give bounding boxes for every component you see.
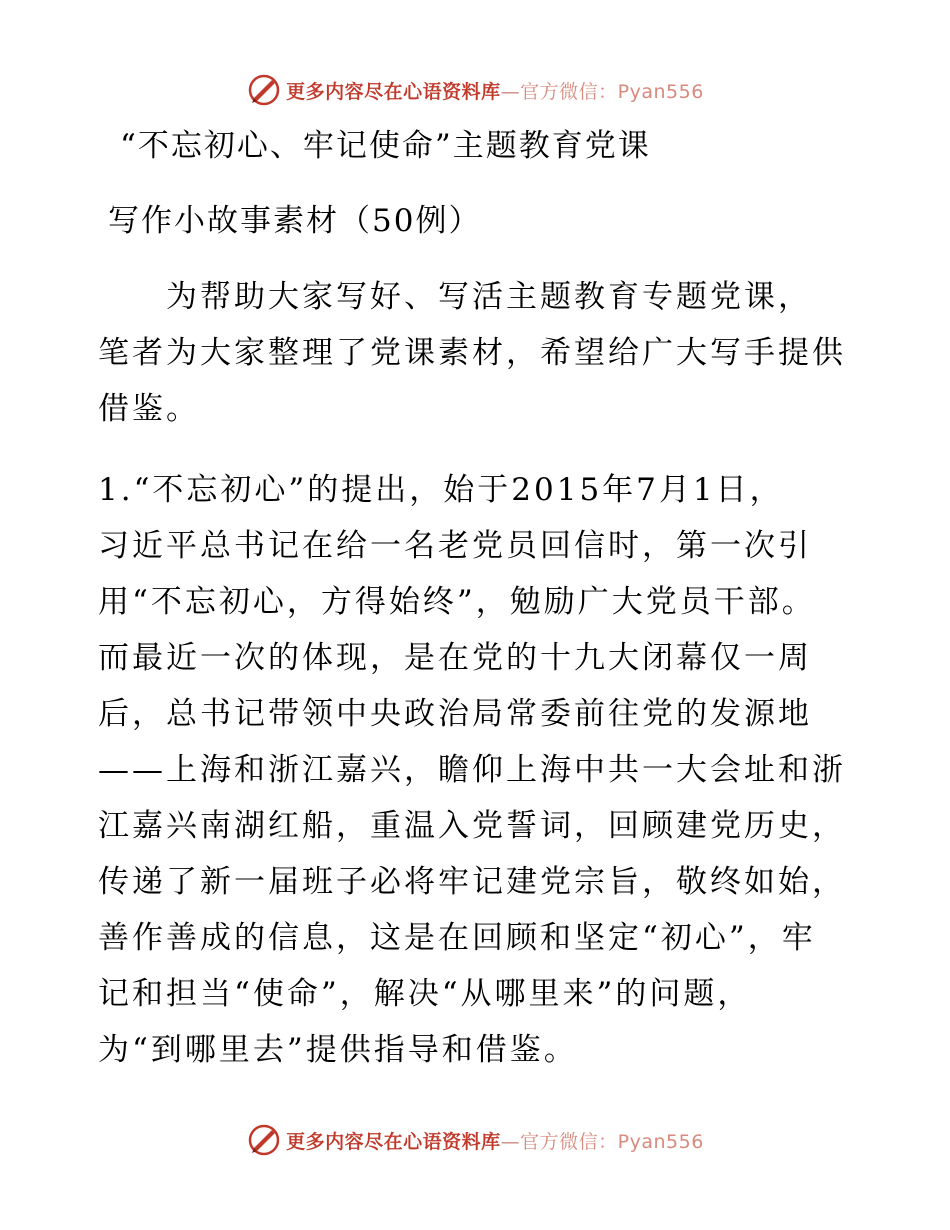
banner-wechat: 官方微信：Pyan556	[520, 1130, 704, 1153]
banner-text	[286, 77, 704, 104]
story-line: 记和担当“使命”，解决“从哪里来”的问题，	[98, 976, 752, 1012]
story-line: 江嘉兴南湖红船，重温入党誓词，回顾建党历史，	[98, 808, 846, 844]
footer-banner	[0, 1120, 950, 1160]
story-line: ——上海和浙江嘉兴，瞻仰上海中共一大会址和浙	[98, 752, 846, 788]
intro-line: 笔者为大家整理了党课素材，希望给广大写手提供	[98, 335, 846, 371]
document-subtitle: 写作小故事素材（50例）	[108, 203, 482, 239]
banner-dash: —	[500, 80, 521, 103]
story-line: 后，总书记带领中央政治局常委前往党的发源地	[98, 696, 812, 732]
banner-wechat: 官方微信：Pyan556	[520, 80, 704, 103]
intro-line: 借鉴。	[98, 391, 200, 427]
story-line: 传递了新一届班子必将牢记建党宗旨，敬终如始，	[98, 864, 846, 900]
banner-text	[286, 1127, 704, 1154]
header-banner	[0, 70, 950, 110]
story-line: 善作善成的信息，这是在回顾和坚定“初心”，牢	[98, 920, 816, 956]
story-line: 1.“不忘初心”的提出，始于2015年7月1日，	[98, 472, 784, 508]
story-line: 习近平总书记在给一名老党员回信时，第一次引	[98, 528, 812, 564]
document-title: “不忘初心、牢记使命”主题教育党课	[120, 128, 651, 164]
pen-logo-icon	[246, 1122, 282, 1158]
intro-line: 为帮助大家写好、写活主题教育专题党课，	[98, 279, 812, 315]
intro-paragraph	[98, 269, 846, 437]
story-line: 而最近一次的体现，是在党的十九大闭幕仅一周	[98, 640, 812, 676]
story-1-paragraph	[98, 462, 846, 1078]
banner-site-name: 更多内容尽在心语资料库	[286, 1130, 501, 1153]
pen-logo-icon	[246, 72, 282, 108]
story-line: 用“不忘初心，方得始终”，勉励广大党员干部。	[98, 584, 816, 620]
story-line: 为“到哪里去”提供指导和借鉴。	[98, 1032, 578, 1068]
banner-dash: —	[500, 1130, 521, 1153]
banner-site-name: 更多内容尽在心语资料库	[286, 80, 501, 103]
